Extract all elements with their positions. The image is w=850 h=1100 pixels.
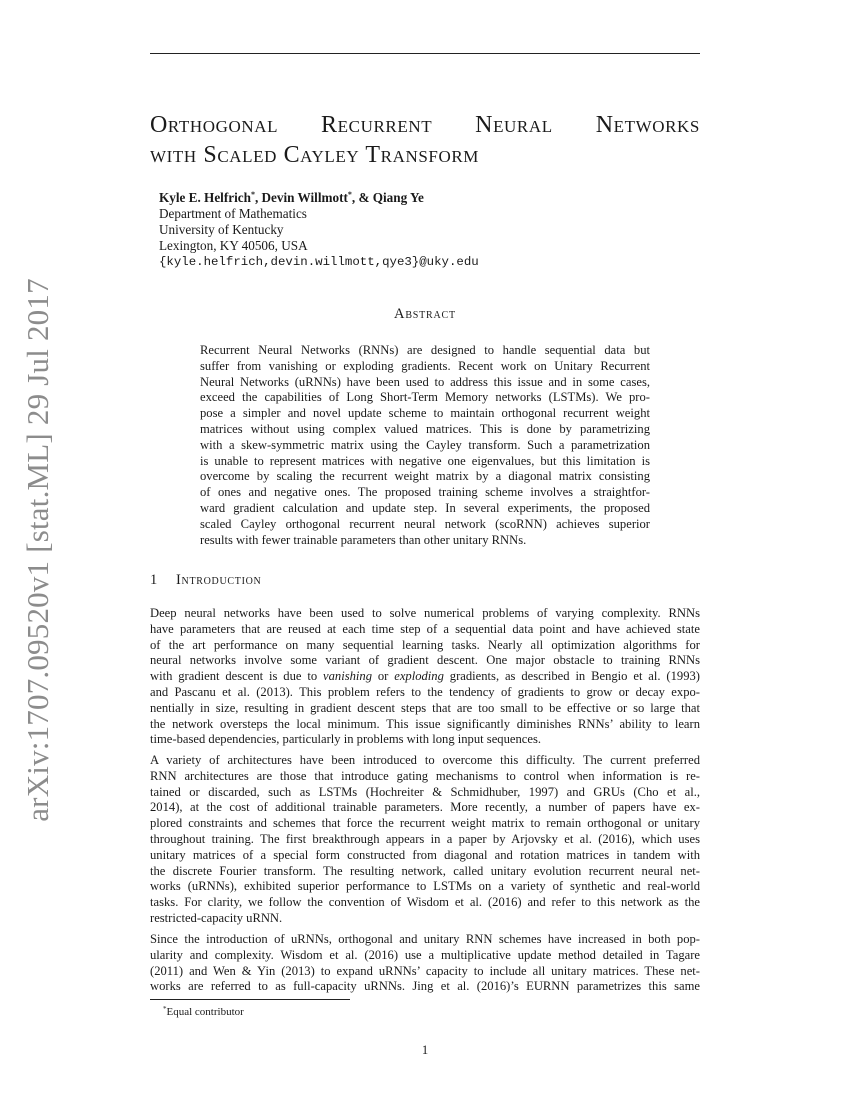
- body-line: Deep neural networks have been used to solve numerical problems of varying complexity. RNNs: [150, 606, 700, 620]
- body-line: 2014), at the cost of additional trainable parameters. More recently, a number of papers have ex-: [150, 800, 700, 815]
- body-line: the network oversteps the local minimum. This issue significantly diminishes RNNs’ ability to learn: [150, 716, 700, 731]
- author-email[interactable]: {kyle.helfrich,devin.willmott,qye3}@uky.edu: [159, 255, 479, 269]
- author-block: [159, 187, 679, 270]
- title-word: Recurrent: [321, 112, 433, 138]
- author-address: Lexington, KY 40506, USA: [159, 238, 308, 253]
- body-line: RNN architectures are those that introduce gating mechanisms to control when information is re-: [150, 768, 700, 783]
- abstract-line: ward gradient calculation and update step. In several experiments, the proposed: [200, 500, 650, 515]
- section-heading-introduction: [150, 572, 700, 589]
- footnote-rule: [150, 999, 350, 1000]
- body-line: nentially in size, resulting in gradient descent steps that are too small to be effective or so large that: [150, 700, 700, 715]
- footnote: [163, 1003, 244, 1019]
- body-line: works are referred to as full-capacity uRNNs. Jing et al. (2016)’s EURNN parametrizes this same: [150, 979, 700, 994]
- author-department: Department of Mathematics: [159, 206, 307, 221]
- abstract-line: results with fewer trainable parameters than other unitary RNNs.: [200, 532, 527, 547]
- footnote-marker: *: [163, 1005, 167, 1013]
- body-line: A variety of architectures have been introduced to overcome this difficulty. The current preferred: [150, 753, 700, 767]
- abstract-heading: Abstract: [394, 306, 456, 322]
- title-line-1: [150, 110, 700, 140]
- abstract-line: of ones and negative ones. The proposed training scheme involves a straightfor-: [200, 485, 650, 500]
- body-line: restricted-capacity uRNN.: [150, 910, 283, 925]
- author-names: Kyle E. Helfrich*, Devin Willmott*, & Qiang Ye: [159, 190, 424, 205]
- body-line: tasks. For clarity, we follow the convention of Wisdom et al. (2016) and refer to this network as the: [150, 895, 700, 910]
- body-line: (2011) and Wen & Yin (2013) to expand uRNNs’ capacity to include all unitary matrices. These net-: [150, 963, 700, 978]
- top-rule: [150, 53, 700, 54]
- title-line-2: with Scaled Cayley Transform: [150, 142, 479, 168]
- arxiv-stamp-text: arXiv:1707.09520v1 [stat.ML] 29 Jul 2017: [20, 278, 55, 822]
- abstract-text: [200, 343, 650, 548]
- abstract-line: pose a simpler and novel update scheme to maintain orthogonal recurrent weight: [200, 406, 650, 421]
- body-line: time-based dependencies, particularly in problems with long input sequences.: [150, 732, 541, 747]
- body-line: throughout training. The first breakthrough appears in a paper by Arjovsky et al. (2016), which uses: [150, 831, 700, 846]
- abstract-line: overcome by scaling the recurrent weight matrix by a diagonal matrix consisting: [200, 469, 650, 484]
- abstract-line: with a skew-symmetric matrix using the Cayley transform. Such a parametrization: [200, 437, 650, 452]
- body-line: unitary matrices of a special form constructed from diagonal and rotation matrices in tandem with: [150, 847, 700, 862]
- body-line: with gradient descent is due to vanishing or exploding gradients, as described in Bengio et al. (1993): [150, 669, 700, 684]
- title-word: Neural: [475, 112, 553, 138]
- abstract-line: Recurrent Neural Networks (RNNs) are designed to handle sequential data but: [200, 343, 650, 357]
- body-line: neural networks involve some variant of gradient descent. One major obstacle to training RNNs: [150, 653, 700, 668]
- title-word: Orthogonal: [150, 112, 279, 138]
- paper-title: [150, 110, 700, 170]
- body-line: Since the introduction of uRNNs, orthogonal and unitary RNN schemes have increased in both pop-: [150, 932, 700, 946]
- section-number: 1: [150, 572, 158, 588]
- intro-paragraph-1: [150, 606, 700, 748]
- title-word: Networks: [595, 112, 700, 138]
- abstract-line: is unable to represent matrices with negative one eigenvalues, but this limitation is: [200, 453, 650, 468]
- footnote-text: Equal contributor: [166, 1006, 244, 1018]
- author-university: University of Kentucky: [159, 222, 284, 237]
- body-line: tained or discarded, such as LSTMs (Hochreiter & Schmidhuber, 1997) and GRUs (Cho et al.,: [150, 784, 700, 799]
- abstract-line: scaled Cayley orthogonal recurrent neural network (scoRNN) achieves superior: [200, 516, 650, 531]
- abstract-line: exceed the capabilities of Long Short-Term Memory networks (LSTMs). We pro-: [200, 390, 650, 405]
- page-number: 1: [421, 1043, 429, 1057]
- abstract-line: matrices without using complex valued matrices. This is done by parametrizing: [200, 421, 650, 436]
- body-line: plored constraints and schemes that force the recurrent weight matrix to remain orthogonal or unitary: [150, 816, 700, 831]
- body-line: the discrete Fourier transform. The resulting network, called unitary evolution recurrent neural net-: [150, 863, 700, 878]
- body-line: works (uRNNs), exhibited superior performance to LSTMs on a variety of synthetic and real-world: [150, 879, 700, 894]
- body-line: of the art performance on many sequential learning tasks. Nearly all optimization algorithms for: [150, 637, 700, 652]
- body-line: have parameters that are reused at each time step of a sequential data point and have achieved state: [150, 621, 700, 636]
- abstract-line: suffer from vanishing or exploding gradients. Recent work on Unitary Recurrent: [200, 358, 650, 373]
- intro-paragraph-3: [150, 932, 700, 995]
- abstract-line: Neural Networks (uRNNs) have been used to address this issue and in some cases,: [200, 374, 650, 389]
- body-line: ularity and complexity. Wisdom et al. (2016) use a multiplicative update method detailed in Tagare: [150, 947, 700, 962]
- section-title: Introduction: [176, 572, 262, 588]
- body-line: and Pascanu et al. (2013). This problem refers to the tendency of gradients to grow or decay expo-: [150, 684, 700, 699]
- intro-paragraph-2: [150, 753, 700, 927]
